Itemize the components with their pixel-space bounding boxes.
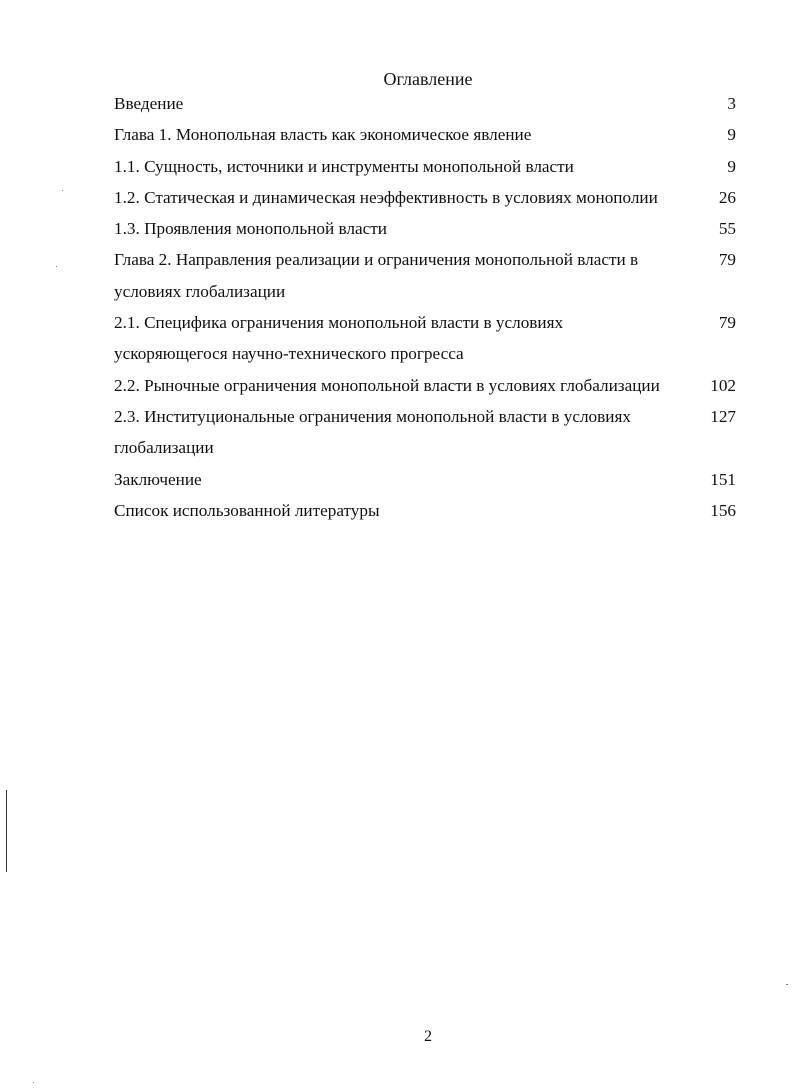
toc-entry-text: 2.2. Рыночные ограничения монопольной власти в условиях глобализации [114, 375, 660, 395]
toc-entry-page: 9 [727, 156, 736, 176]
toc-entry-text: Список использованной литературы [114, 500, 380, 520]
scan-artifact-dot [786, 984, 788, 985]
toc-entry-page: 9 [727, 125, 736, 145]
toc-entry-page: 156 [710, 500, 736, 520]
toc-entry-section-1-2 [114, 182, 736, 213]
toc-entry-conclusion [114, 464, 736, 495]
toc-entry-text: 2.3. Институциональные ограничения монопольной власти в условиях глобализации [114, 406, 631, 458]
toc-entry-text: 2.1. Специфика ограничения монопольной власти в условиях ускоряющегося научно-технического прогресса [114, 313, 564, 364]
toc-entry-page: 127 [710, 406, 736, 426]
toc-entry-text: 1.3. Проявления монопольной власти [114, 219, 387, 239]
toc-entry-text: Заключение [114, 469, 202, 489]
toc-entry-chapter-2 [114, 244, 736, 307]
toc-entry-chapter-1 [114, 119, 736, 150]
toc-entry-page: 55 [718, 219, 736, 239]
toc-entry-page: 151 [710, 469, 736, 489]
toc-entry-text: 1.1. Сущность, источники и инструменты монопольной власти [114, 156, 574, 176]
toc-entry-text: Глава 2. Направления реализации и ограничения монопольной власти в условиях глобализации [114, 250, 639, 301]
toc-entry-page: 79 [718, 250, 736, 270]
table-of-contents [114, 88, 736, 526]
toc-entry-page: 79 [718, 313, 736, 333]
toc-entry-section-1-3 [114, 213, 736, 244]
toc-entry-text: 1.2. Статическая и динамическая неэффективность в условиях монополии [114, 187, 658, 207]
toc-entry-text: Глава 1. Монопольная власть как экономическое явление [114, 125, 532, 145]
scan-artifact-dot [33, 1082, 34, 1083]
scan-artifact-dot [62, 190, 63, 191]
toc-entry-section-1-1 [114, 151, 736, 182]
toc-entry-section-2-3 [114, 401, 736, 464]
toc-entry-text: Введение [114, 94, 184, 113]
toc-title: Оглавление [383, 69, 473, 89]
toc-entry-bibliography [114, 495, 736, 526]
page-number: 2 [424, 1028, 432, 1045]
toc-entry-page: 3 [727, 94, 736, 113]
scan-artifact-dot [56, 266, 57, 267]
toc-entry-page: 26 [718, 187, 736, 207]
toc-entry-section-2-1 [114, 307, 736, 370]
toc-entry-page: 102 [710, 375, 736, 395]
toc-entry-section-2-2 [114, 370, 736, 401]
scan-artifact-line [6, 790, 7, 872]
toc-entry-introduction [114, 88, 736, 119]
